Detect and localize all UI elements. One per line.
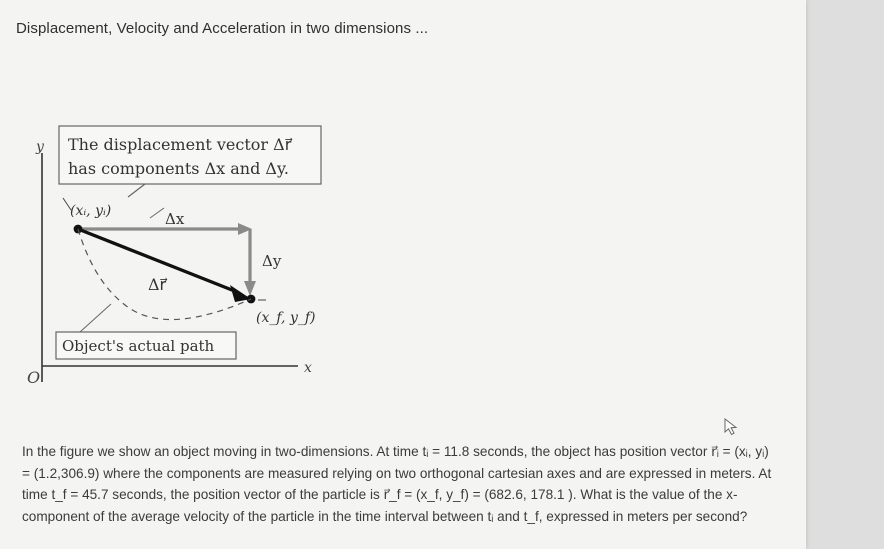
delta-x-label: Δx bbox=[165, 210, 185, 228]
delta-y-label: Δy bbox=[262, 252, 282, 270]
initial-point-label: (xᵢ, yᵢ) bbox=[70, 203, 112, 219]
path-label: Object's actual path bbox=[62, 337, 215, 355]
mouse-pointer-icon bbox=[724, 418, 740, 436]
final-point-label: (x_f, y_f) bbox=[256, 310, 316, 326]
x-axis-label: x bbox=[304, 360, 312, 376]
problem-text: In the figure we show an object moving in two-dimensions. At time tᵢ = 11.8 seconds, the object has position vector r⃗ᵢ = (xᵢ, yᵢ) = (1.2,306.9) where the components are measured relying on two orthogonal cartesian axes and are expressed in meters. At time t_f = 45.7 seconds, the position vector of the particle is r⃗_f = (x_f, y_f) = (682.6, 178.1 ). What is the value of the x-component of the average velocity of the particle in the time interval between tᵢ and t_f, expressed in meters per second? bbox=[22, 444, 772, 524]
page-title: Displacement, Velocity and Acceleration in two dimensions ... bbox=[16, 20, 429, 37]
problem-statement bbox=[22, 441, 772, 527]
path-label-leader bbox=[80, 304, 111, 332]
displacement-label: Δr⃗ bbox=[148, 275, 167, 294]
y-axis-label: y bbox=[36, 139, 44, 155]
delta-y-arrowhead bbox=[244, 281, 256, 296]
origin-label: O bbox=[27, 368, 41, 387]
callout-pointer bbox=[128, 184, 145, 197]
callout-line-1: The displacement vector Δr⃗ bbox=[68, 135, 292, 154]
callout-line-2: has components Δx and Δy. bbox=[68, 159, 289, 178]
delta-x-leader bbox=[150, 208, 164, 218]
